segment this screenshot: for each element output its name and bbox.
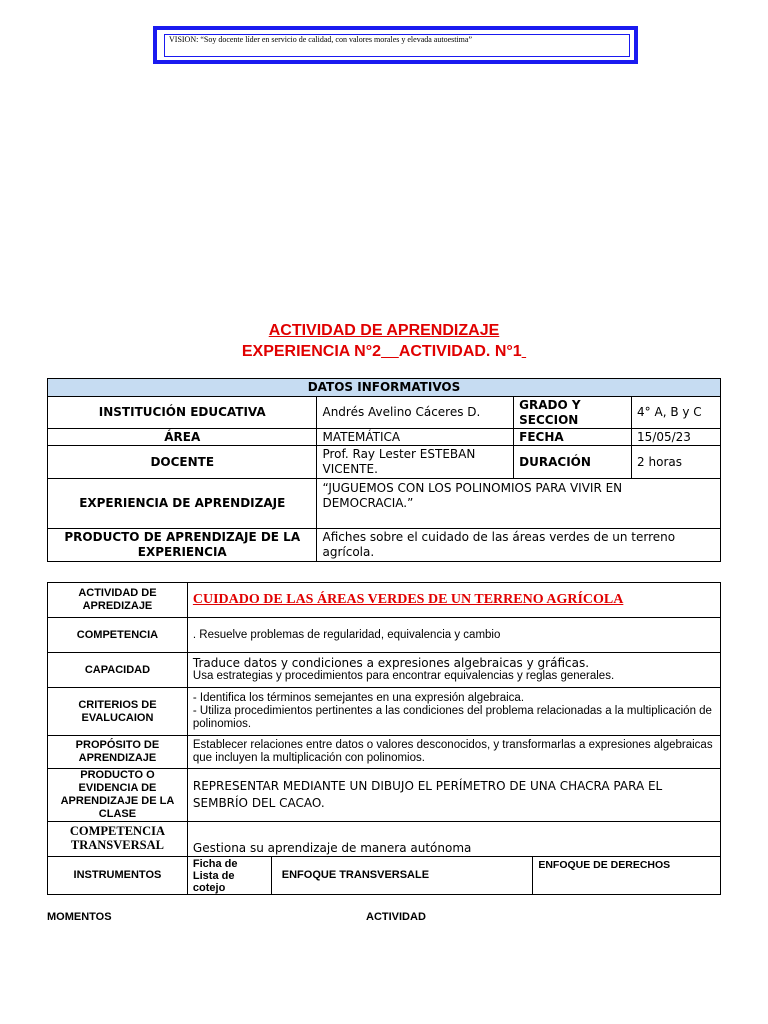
actividad-number: ACTIVIDAD. N°1 [398, 343, 522, 360]
producto-experiencia-label: PRODUCTO DE APRENDIZAJE DE LA EXPERIENCIA [48, 529, 317, 562]
datos-informativos-table [47, 378, 721, 562]
proposito-label: PROPÓSITO DE APRENDIZAJE [48, 736, 188, 769]
instrumentos-value: Ficha de Lista de cotejo [187, 857, 271, 895]
producto-clase-value: REPRESENTAR MEDIANTE UN DIBUJO EL PERÍMETRO DE UNA CHACRA PARA EL SEMBRÍO DEL CACAO. [187, 769, 720, 822]
experiencia-value: “JUGUEMOS CON LOS POLINOMIOS PARA VIVIR EN DEMOCRACIA.” [317, 479, 721, 529]
fecha-value: 15/05/23 [632, 429, 721, 446]
capacidad-label: CAPACIDAD [48, 653, 188, 688]
fecha-label: FECHA [514, 429, 632, 446]
grado-value: 4° A, B y C [632, 397, 721, 429]
document-title: ACTIVIDAD DE APRENDIZAJE [268, 322, 500, 339]
criterios-value [187, 688, 720, 736]
criterios-label: CRITERIOS DE EVALUCAION [48, 688, 188, 736]
instrumentos-label: INSTRUMENTOS [48, 857, 188, 895]
experiencia-number: EXPERIENCIA N°2 [241, 343, 382, 360]
grado-label: GRADO Y SECCION [514, 397, 632, 429]
producto-experiencia-value: Afiches sobre el cuidado de las áreas verdes de un terreno agrícola. [317, 529, 721, 562]
docente-label: DOCENTE [48, 446, 317, 479]
institucion-value: Andrés Avelino Cáceres D. [317, 397, 514, 429]
actividad-footer-label: ACTIVIDAD [366, 911, 426, 923]
competencia-label: COMPETENCIA [48, 618, 188, 653]
competencia-value: . Resuelve problemas de regularidad, equivalencia y cambio [187, 618, 720, 653]
criterio-item: - Identifica los términos semejantes en una expresión algebraica. [192, 692, 525, 704]
actividad-label: ACTIVIDAD DE APREDIZAJE [48, 583, 188, 618]
transversal-label [48, 822, 188, 857]
transversal-label-text: COMPETENCIA TRANSVERSAL [69, 824, 166, 852]
document-subtitle [0, 343, 768, 361]
producto-clase-label: PRODUCTO O EVIDENCIA DE APRENDIZAJE DE LA CLASE [48, 769, 188, 822]
duracion-label: DURACIÓN [514, 446, 632, 479]
actividad-title: CUIDADO DE LAS ÁREAS VERDES DE UN TERRENO AGRÍCOLA [192, 592, 624, 607]
duracion-value: 2 horas [632, 446, 721, 479]
area-label: ÁREA [48, 429, 317, 446]
actividad-table [47, 582, 721, 895]
datos-header: DATOS INFORMATIVOS [48, 379, 721, 397]
transversal-value: Gestiona su aprendizaje de manera autónoma [187, 822, 720, 857]
actividad-value [187, 583, 720, 618]
enfoque-derechos: ENFOQUE DE DERECHOS [533, 857, 721, 895]
docente-value: Prof. Ray Lester ESTEBAN VICENTE. [317, 446, 514, 479]
criterio-item: - Utiliza procedimientos pertinentes a las condiciones del problema relacionadas a la multiplicación de polinomios. [192, 705, 712, 730]
capacidad-line-2: Usa estrategias y procedimientos para encontrar equivalencias y reglas generales. [192, 670, 615, 682]
area-value: MATEMÁTICA [317, 429, 514, 446]
vision-box [153, 26, 638, 64]
proposito-value: Establecer relaciones entre datos o valores desconocidos, y transformarlas a expresiones algebraicas que incluyen la multiplicación con polinomios. [187, 736, 720, 769]
experiencia-label: EXPERIENCIA DE APRENDIZAJE [48, 479, 317, 529]
enfoque-transversal: ENFOQUE TRANSVERSALE [271, 857, 533, 895]
vision-text: VISION: “Soy docente líder en servicio de calidad, con valores morales y elevada autoestima” [164, 34, 630, 57]
institucion-label: INSTITUCIÓN EDUCATIVA [48, 397, 317, 429]
capacidad-line-1: Traduce datos y condiciones a expresiones algebraicas y gráficas. [192, 656, 590, 670]
momentos-label: MOMENTOS [47, 911, 112, 923]
capacidad-value [187, 653, 720, 688]
